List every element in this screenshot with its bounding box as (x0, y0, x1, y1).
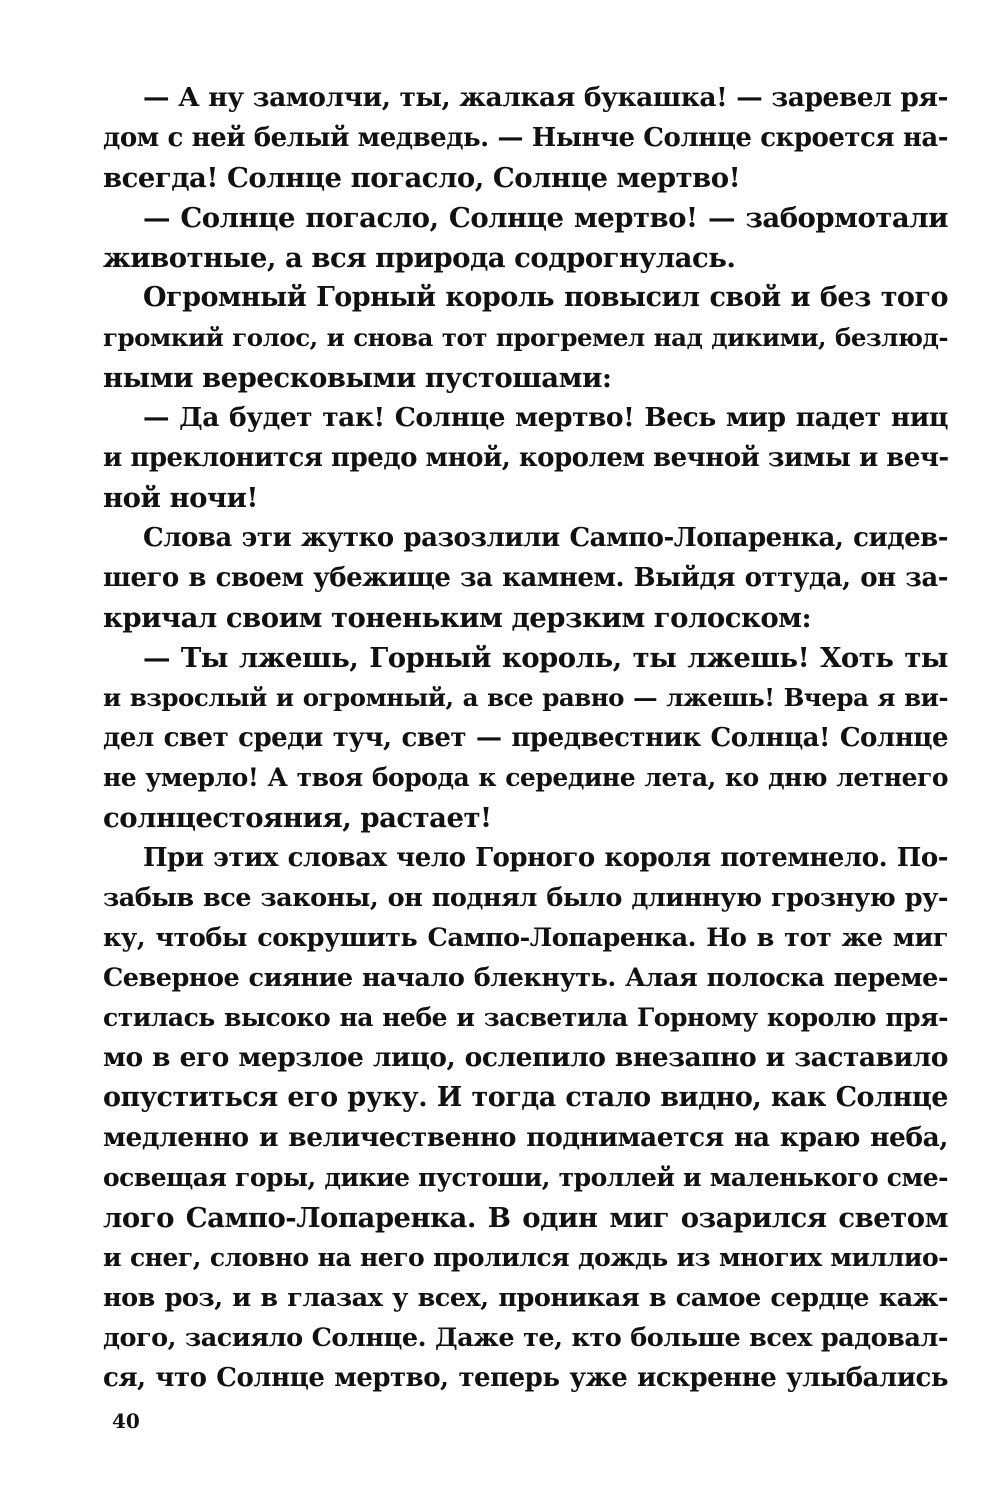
text-line: — Солнце погасло, Солнце мертво! — забормотали (143, 202, 948, 234)
text-line: медленно и величественно поднимается на краю неба, (103, 1122, 948, 1153)
text-line: солнцестояния, растает! (103, 802, 492, 834)
text-line: опуститься его руку. И тогда стало видно, как Солнце (103, 1082, 948, 1113)
text-line: ку, чтобы сокрушить Сампо-Лопаренка. Но в тот же миг (103, 923, 948, 953)
text-line: не умерло! А твоя борода к середине лета, ко дню летнего (103, 763, 948, 792)
text-line: шего в своем убежище за камнем. Выйдя оттуда, он за- (103, 563, 948, 593)
text-line: Северное сияние начало блекнуть. Алая полоска переме- (103, 963, 948, 993)
text-line: — А ну замолчи, ты, жалкая букашка! — заревел ря- (143, 82, 948, 113)
text-line: забыв все законы, он поднял было длинную грозную ру- (103, 883, 948, 913)
text-line: и взрослый и огромный, а все равно — лжешь! Вчера я ви- (103, 683, 948, 712)
text-line: и снег, словно на него пролился дождь из многих миллио- (103, 1243, 948, 1272)
text-line: дел свет среди туч, свет — предвестник Солнца! Солнце (103, 723, 948, 753)
text-line: животные, а вся природа содрогнулась. (103, 242, 736, 274)
text-line: дого, засияло Солнце. Даже те, кто больше всех радовал- (103, 1323, 948, 1353)
text-line: всегда! Солнце погасло, Солнце мертво! (103, 162, 741, 194)
text-line: ся, что Солнце мертво, теперь уже искренне улыбались (103, 1363, 948, 1393)
text-line: дом с ней белый медведь. — Нынче Солнце скроется на- (103, 123, 948, 153)
text-line: ной ночи! (103, 482, 259, 514)
text-line: стилась высоко на небе и засветила Горному королю пря- (103, 1003, 948, 1032)
text-line: При этих словах чело Горного короля потемнело. По- (143, 843, 948, 873)
text-line: Слова эти жутко разозлили Сампо-Лопаренка, сидев- (143, 523, 948, 553)
text-line: громкий голос, и снова тот прогремел над дикими, безлюд- (103, 323, 948, 352)
page-number: 40 (112, 1409, 140, 1433)
text-line: мо в его мерзлое лицо, ослепило внезапно и заставило (103, 1042, 948, 1073)
text-line: ными вересковыми пустошами: (103, 362, 612, 394)
text-line: лого Сампо-Лопаренка. В один миг озарился светом (103, 1202, 948, 1234)
text-line: нов роз, и в глазах у всех, проникая в самое сердце каж- (103, 1283, 948, 1313)
text-line: кричал своим тоненьким дерзким голоском: (103, 602, 812, 634)
text-line: — Ты лжешь, Горный король, ты лжешь! Хоть ты (143, 642, 948, 674)
text-line: — Да будет так! Солнце мертво! Весь мир падет ниц (143, 402, 948, 433)
text-line: и преклонится предо мной, королем вечной зимы и веч- (103, 443, 949, 473)
text-line: освещая горы, дикие пустоши, троллей и маленького сме- (103, 1163, 948, 1192)
text-line: Огромный Горный король повысил свой и без того (143, 282, 948, 313)
